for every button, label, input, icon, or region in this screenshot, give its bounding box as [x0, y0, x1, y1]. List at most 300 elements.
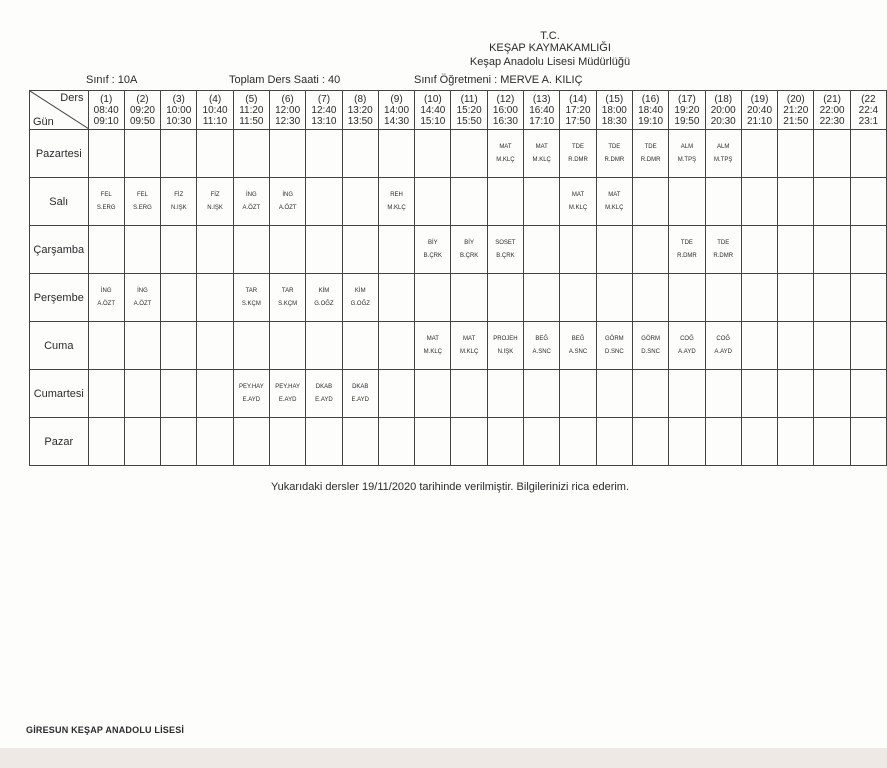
period-header [632, 91, 668, 130]
teacher-code: A.ÖZT [97, 300, 116, 307]
lesson-code: DKAB [315, 383, 333, 390]
empty-cell [197, 274, 233, 322]
lesson-cell [197, 178, 233, 226]
period-number: (10) [423, 93, 442, 105]
teacher-code: M.KLÇ [423, 348, 442, 355]
period-header [415, 91, 451, 130]
empty-cell [669, 178, 705, 226]
period-start-time: 19:20 [674, 104, 700, 116]
period-number: (6) [281, 93, 294, 105]
empty-cell [487, 274, 523, 322]
lesson-code: BİY [464, 239, 474, 246]
empty-cell [378, 322, 414, 370]
teacher-code: N.IŞK [170, 204, 187, 211]
lesson-code: GÖRM [604, 335, 624, 342]
lesson-cell [88, 274, 124, 322]
period-start-time: 12:00 [275, 104, 301, 116]
period-number: (19) [750, 93, 769, 105]
empty-cell [306, 178, 342, 226]
timetable [29, 90, 887, 466]
lesson-code: TAR [281, 287, 294, 294]
lesson-code: MAT [426, 335, 439, 342]
period-start-time: 21:20 [783, 104, 809, 116]
period-end-time: 19:50 [674, 115, 700, 127]
period-header [850, 91, 886, 130]
day-row [30, 418, 887, 466]
lesson-cell [270, 370, 306, 418]
period-end-time: 09:50 [129, 115, 155, 127]
teacher-code: B.ÇRK [459, 252, 479, 259]
period-start-time: 09:20 [129, 104, 155, 116]
lesson-cell [342, 274, 378, 322]
class-teacher-label: Sınıf Öğretmeni : MERVE A. KILIÇ [414, 74, 583, 86]
teacher-code: R.DMR [677, 252, 697, 259]
empty-cell [487, 418, 523, 466]
lesson-code: TAR [245, 287, 258, 294]
lesson-code: BİY [428, 239, 438, 246]
period-end-time: 21:50 [783, 115, 809, 127]
lesson-cell [632, 322, 668, 370]
day-row [30, 130, 887, 178]
lesson-cell [669, 130, 705, 178]
lesson-cell [451, 226, 487, 274]
teacher-code: M.KLÇ [532, 156, 551, 163]
teacher-code: A.ÖZT [133, 300, 152, 307]
period-header [596, 91, 632, 130]
lesson-code: FİZ [174, 191, 184, 198]
period-number: (21) [823, 93, 841, 105]
period-end-time: 13:50 [347, 115, 373, 127]
lesson-cell [487, 226, 523, 274]
lesson-cell [705, 130, 741, 178]
period-number: (14) [569, 93, 587, 105]
empty-cell [778, 370, 814, 418]
period-number: (13) [532, 93, 551, 105]
empty-cell [596, 274, 632, 322]
teacher-code: B.ÇRK [496, 252, 515, 259]
day-name: Pazartesi [30, 130, 89, 178]
empty-cell [741, 274, 777, 322]
empty-cell [487, 178, 523, 226]
empty-cell [342, 178, 378, 226]
lesson-cell [560, 322, 596, 370]
empty-cell [524, 178, 560, 226]
empty-cell [705, 370, 741, 418]
period-start-time: 16:40 [529, 104, 555, 116]
teacher-code: A.AYD [714, 348, 732, 355]
teacher-code: R.DMR [640, 156, 661, 163]
period-start-time: 08:40 [93, 104, 119, 116]
period-end-time: 15:50 [456, 115, 482, 127]
empty-cell [342, 322, 378, 370]
empty-cell [850, 130, 886, 178]
lesson-code: ALM [717, 143, 730, 150]
empty-cell [778, 178, 814, 226]
empty-cell [524, 274, 560, 322]
lesson-code: İNG [246, 191, 257, 198]
period-header [705, 91, 741, 130]
period-header [233, 91, 269, 130]
lesson-code: KİM [354, 287, 366, 294]
empty-cell [814, 274, 850, 322]
period-start-time: 22:4 [858, 104, 879, 116]
period-end-time: 15:10 [420, 115, 446, 127]
timetable-header-row [30, 91, 887, 130]
empty-cell [161, 274, 197, 322]
teacher-code: M.KLÇ [387, 204, 406, 211]
day-row [30, 226, 887, 274]
lesson-cell [596, 130, 632, 178]
empty-cell [161, 322, 197, 370]
empty-cell [451, 274, 487, 322]
period-header [814, 91, 850, 130]
empty-cell [233, 418, 269, 466]
period-number: (11) [460, 93, 478, 105]
empty-cell [88, 226, 124, 274]
empty-cell [197, 322, 233, 370]
period-end-time: 13:10 [311, 115, 337, 127]
empty-cell [741, 130, 777, 178]
lesson-code: KİM [318, 287, 330, 294]
empty-cell [88, 130, 124, 178]
teacher-code: A.SNC [568, 348, 588, 355]
lesson-code: MAT [571, 191, 585, 198]
empty-cell [378, 130, 414, 178]
corner-ders-label: Ders [60, 92, 84, 104]
period-header [342, 91, 378, 130]
empty-cell [161, 226, 197, 274]
period-start-time: 18:00 [601, 104, 627, 116]
lesson-code: İNG [137, 287, 148, 294]
empty-cell [197, 130, 233, 178]
empty-cell [124, 226, 160, 274]
period-start-time: 17:20 [565, 104, 591, 116]
empty-cell [778, 322, 814, 370]
empty-cell [741, 370, 777, 418]
lesson-cell [378, 178, 414, 226]
empty-cell [451, 130, 487, 178]
teacher-code: S.KÇM [241, 300, 261, 307]
lesson-cell [124, 274, 160, 322]
lesson-cell [669, 322, 705, 370]
empty-cell [415, 178, 451, 226]
empty-cell [306, 418, 342, 466]
day-name: Perşembe [30, 274, 89, 322]
header-line-1: T.C. [540, 30, 560, 42]
lesson-code: PEY.HAY [275, 383, 301, 390]
empty-cell [669, 418, 705, 466]
total-hours-label: Toplam Ders Saati : 40 [229, 74, 341, 86]
empty-cell [124, 130, 160, 178]
period-number: (5) [245, 93, 258, 105]
lesson-code: MAT [499, 143, 512, 150]
day-row [30, 274, 887, 322]
lesson-cell [124, 178, 160, 226]
period-end-time: 20:30 [710, 115, 736, 127]
lesson-code: GÖRM [641, 335, 660, 342]
empty-cell [524, 226, 560, 274]
empty-cell [669, 274, 705, 322]
period-number: (15) [605, 93, 624, 105]
period-number: (20) [786, 93, 805, 105]
teacher-code: M.TPŞ [714, 156, 733, 163]
day-row [30, 370, 887, 418]
empty-cell [741, 418, 777, 466]
empty-cell [596, 370, 632, 418]
empty-cell [560, 370, 596, 418]
empty-cell [632, 274, 668, 322]
lesson-code: PEY.HAY [238, 383, 264, 390]
period-header [560, 91, 596, 130]
teacher-code: E.AYD [278, 396, 297, 403]
timetable-body [30, 130, 887, 466]
period-end-time: 23:1 [858, 115, 879, 127]
empty-cell [342, 226, 378, 274]
empty-cell [632, 370, 668, 418]
teacher-code: D.SNC [641, 348, 660, 355]
day-row [30, 322, 887, 370]
period-number: (7) [317, 93, 331, 105]
period-number: (16) [641, 93, 660, 105]
day-name: Pazar [30, 418, 89, 466]
lesson-cell [88, 178, 124, 226]
period-header [778, 91, 814, 130]
lesson-cell [451, 322, 487, 370]
empty-cell [850, 226, 886, 274]
header-line-3: Keşap Anadolu Lisesi Müdürlüğü [469, 56, 631, 68]
lesson-code: DKAB [352, 383, 369, 390]
empty-cell [124, 370, 160, 418]
empty-cell [669, 370, 705, 418]
lesson-code: ALM [680, 143, 694, 150]
empty-cell [415, 274, 451, 322]
period-header [741, 91, 777, 130]
teacher-code: G.OĞZ [314, 300, 334, 307]
period-start-time: 20:40 [746, 104, 773, 116]
teacher-code: A.ÖZT [242, 204, 261, 211]
empty-cell [88, 322, 124, 370]
period-end-time: 21:10 [746, 115, 773, 127]
period-header [451, 91, 487, 130]
teacher-code: G.OĞZ [350, 300, 370, 307]
lesson-cell [596, 178, 632, 226]
teacher-code: R.DMR [604, 156, 625, 163]
empty-cell [415, 418, 451, 466]
lesson-cell [487, 130, 523, 178]
teacher-code: B.ÇRK [423, 252, 442, 259]
empty-cell [451, 418, 487, 466]
empty-cell [778, 226, 814, 274]
period-end-time: 17:10 [529, 115, 555, 127]
empty-cell [342, 130, 378, 178]
lesson-code: MAT [608, 191, 621, 198]
teacher-code: A.AYD [678, 348, 696, 355]
empty-cell [596, 418, 632, 466]
lesson-code: TDE [608, 143, 621, 150]
lesson-code: MAT [535, 143, 548, 150]
empty-cell [378, 370, 414, 418]
period-end-time: 12:30 [275, 115, 301, 127]
period-start-time: 22:00 [819, 104, 845, 116]
period-header [669, 91, 705, 130]
lesson-code: BEĞ [535, 335, 549, 342]
day-name: Cumartesi [30, 370, 89, 418]
period-start-time: 20:00 [710, 104, 736, 116]
lesson-cell [270, 274, 306, 322]
empty-cell [705, 274, 741, 322]
empty-cell [814, 370, 850, 418]
school-name: GİRESUN KEŞAP ANADOLU LİSESİ [26, 725, 185, 735]
teacher-code: A.ÖZT [278, 204, 297, 211]
corner-cell [30, 91, 89, 130]
period-end-time: 16:30 [492, 115, 518, 127]
lesson-cell [524, 130, 560, 178]
lesson-code: REH [390, 191, 403, 198]
empty-cell [306, 226, 342, 274]
empty-cell [197, 370, 233, 418]
lesson-cell [161, 178, 197, 226]
empty-cell [778, 418, 814, 466]
period-header [88, 91, 124, 130]
lesson-code: BEĞ [571, 335, 585, 342]
period-start-time: 11:20 [239, 104, 264, 116]
period-header [378, 91, 414, 130]
period-header [306, 91, 342, 130]
empty-cell [560, 418, 596, 466]
empty-cell [560, 274, 596, 322]
lesson-code: COĞ [716, 335, 731, 342]
empty-cell [632, 226, 668, 274]
lesson-cell [415, 226, 451, 274]
lesson-code: TDE [680, 239, 693, 246]
empty-cell [850, 370, 886, 418]
lesson-code: SOSET [495, 239, 516, 246]
footnote: Yukarıdaki dersler 19/11/2020 tarihinde verilmiştir. Bilgilerinizi rica ederim. [270, 481, 630, 493]
lesson-cell [669, 226, 705, 274]
empty-cell [705, 178, 741, 226]
lesson-cell [306, 274, 342, 322]
teacher-code: E.AYD [315, 396, 333, 403]
teacher-code: A.SNC [532, 348, 551, 355]
empty-cell [814, 418, 850, 466]
lesson-code: FİZ [210, 191, 220, 198]
period-number: (17) [678, 93, 696, 105]
empty-cell [378, 274, 414, 322]
header-line-2: KEŞAP KAYMAKAMLIĞI [489, 42, 611, 54]
empty-cell [487, 370, 523, 418]
lesson-code: MAT [463, 335, 476, 342]
period-end-time: 17:50 [565, 115, 591, 127]
period-number: (12) [496, 93, 515, 105]
empty-cell [124, 418, 160, 466]
teacher-code: E.AYD [242, 396, 261, 403]
empty-cell [378, 418, 414, 466]
empty-cell [596, 226, 632, 274]
empty-cell [161, 130, 197, 178]
teacher-code: M.KLÇ [459, 348, 479, 355]
empty-cell [270, 418, 306, 466]
lesson-cell [342, 370, 378, 418]
empty-cell [524, 418, 560, 466]
corner-gun-label: Gün [33, 116, 54, 128]
period-end-time: 18:30 [601, 115, 627, 127]
period-end-time: 11:10 [202, 115, 228, 127]
teacher-code: D.SNC [604, 348, 624, 355]
lesson-cell [596, 322, 632, 370]
lesson-cell [560, 130, 596, 178]
period-header [161, 91, 197, 130]
empty-cell [451, 370, 487, 418]
empty-cell [270, 322, 306, 370]
lesson-cell [524, 322, 560, 370]
empty-cell [451, 178, 487, 226]
period-number: (22 [861, 93, 876, 105]
empty-cell [814, 130, 850, 178]
empty-cell [415, 130, 451, 178]
empty-cell [88, 370, 124, 418]
lesson-cell [705, 322, 741, 370]
period-header [487, 91, 523, 130]
lesson-code: TDE [572, 143, 585, 150]
day-row [30, 178, 887, 226]
period-end-time: 14:30 [384, 115, 410, 127]
period-header [124, 91, 160, 130]
empty-cell [850, 274, 886, 322]
empty-cell [850, 178, 886, 226]
empty-cell [233, 130, 269, 178]
lesson-cell [705, 226, 741, 274]
empty-cell [705, 418, 741, 466]
teacher-code: R.DMR [568, 156, 588, 163]
empty-cell [342, 418, 378, 466]
lesson-cell [233, 274, 269, 322]
period-end-time: 19:10 [638, 115, 664, 127]
empty-cell [778, 130, 814, 178]
teacher-code: R.DMR [713, 252, 734, 259]
period-number: (2) [136, 93, 149, 105]
day-name: Cuma [30, 322, 89, 370]
lesson-cell [415, 322, 451, 370]
lesson-code: İNG [100, 287, 112, 294]
lesson-code: COĞ [680, 335, 694, 342]
period-end-time: 11:50 [239, 115, 264, 127]
empty-cell [814, 322, 850, 370]
period-start-time: 13:20 [347, 104, 373, 116]
teacher-code: M.KLÇ [496, 156, 515, 163]
lesson-cell [233, 178, 269, 226]
period-number: (18) [714, 93, 733, 105]
empty-cell [632, 178, 668, 226]
period-end-time: 09:10 [93, 115, 119, 127]
period-end-time: 10:30 [166, 115, 192, 127]
empty-cell [197, 418, 233, 466]
period-number: (4) [208, 93, 222, 105]
empty-cell [197, 226, 233, 274]
period-number: (3) [172, 93, 185, 105]
empty-cell [161, 418, 197, 466]
period-number: (1) [100, 93, 113, 105]
empty-cell [850, 322, 886, 370]
empty-cell [850, 418, 886, 466]
teacher-code: M.TPŞ [677, 156, 697, 163]
day-name: Salı [30, 178, 89, 226]
empty-cell [161, 370, 197, 418]
lesson-cell [270, 178, 306, 226]
period-header [197, 91, 233, 130]
empty-cell [741, 226, 777, 274]
period-start-time: 10:40 [202, 104, 228, 116]
teacher-code: S.ERG [133, 204, 152, 211]
